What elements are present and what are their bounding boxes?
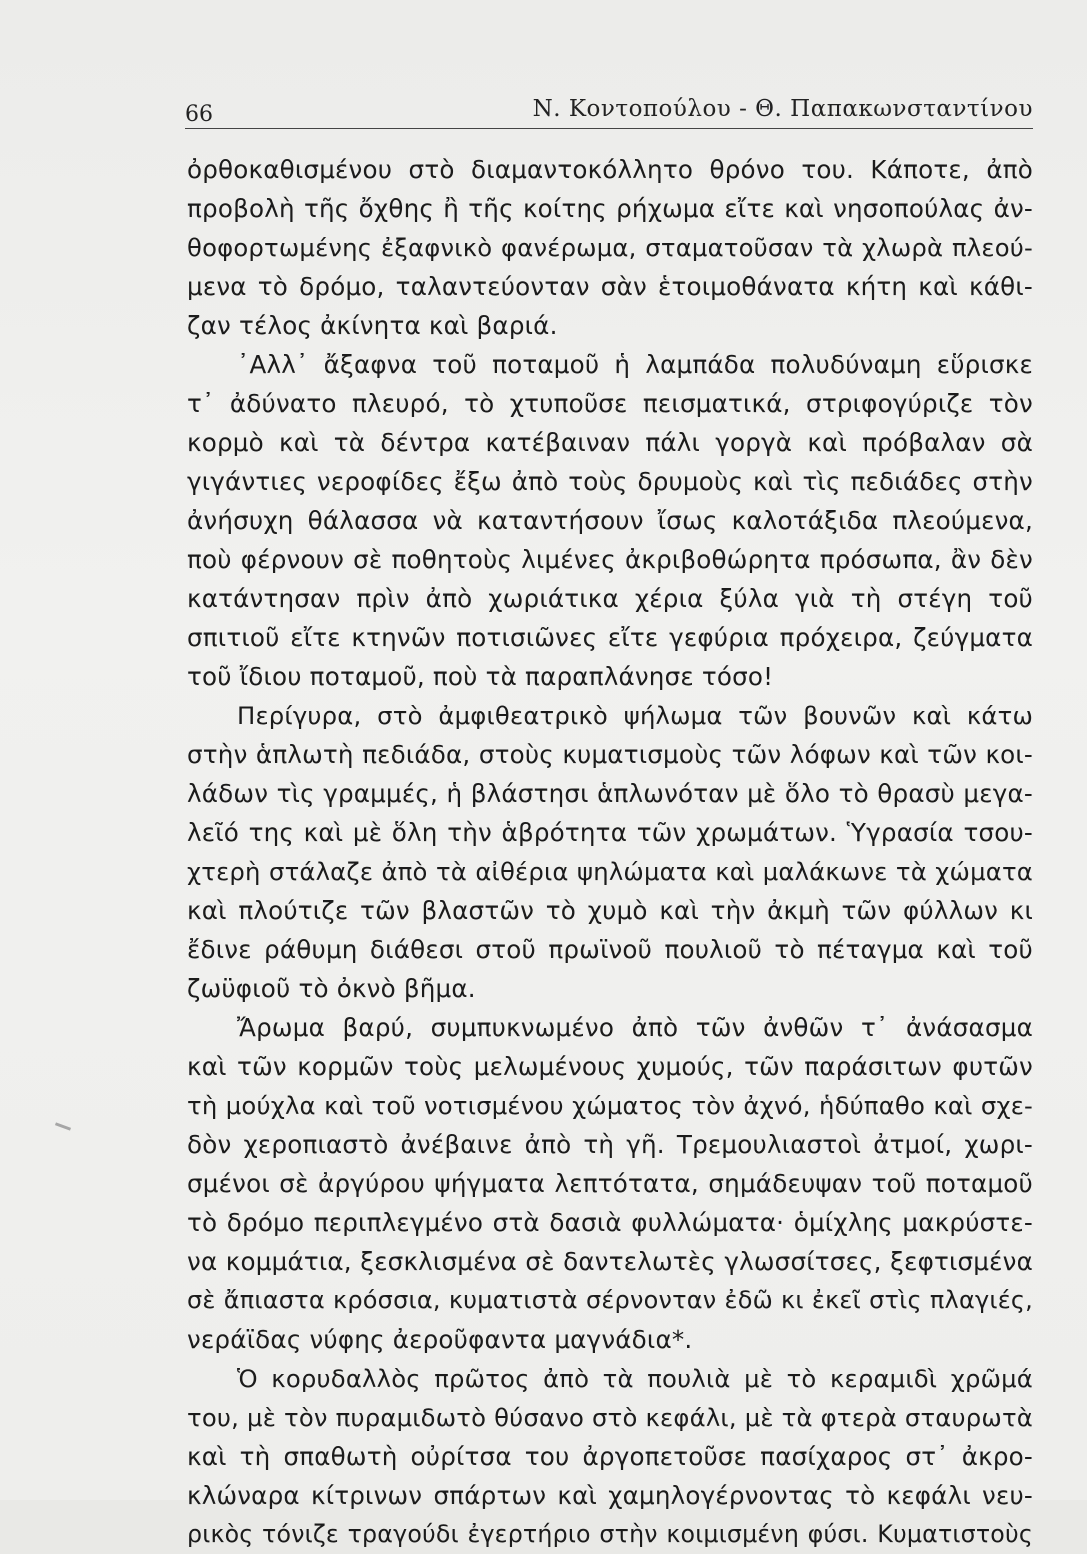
scan-speck	[55, 1122, 71, 1130]
text-line: Περίγυρα, στὸ ἀμφιθεατρικὸ ψήλωμα τῶν βουνῶν καὶ κάτω	[237, 701, 1033, 730]
text-line: κλώναρα κίτρινων σπάρτων καὶ χαμηλογέρνοντας τὸ κεφάλι νευ-	[187, 1481, 1033, 1510]
text-line: τ᾿ ἀδύνατο πλευρό, τὸ χτυποῦσε πεισματικά, στριφογύριζε τὸν	[187, 389, 1033, 418]
text-line: ἔδινε ράθυμη διάθεσι στοῦ πρωϊνοῦ πουλιοῦ τὸ πέταγμα καὶ τοῦ	[187, 935, 1033, 964]
text-line: θοφορτωμένης ἐξαφνικὸ φανέρωμα, σταματοῦσαν τὰ χλωρὰ πλεού-	[187, 233, 1033, 262]
text-line: λάδων τὶς γραμμές, ἡ βλάστησι ἁπλωνόταν μὲ ὅλο τὸ θρασὺ μεγα-	[187, 779, 1033, 808]
text-line: τὴ μούχλα καὶ τοῦ νοτισμένου χώματος τὸν ἀχνό, ἡδύπαθο καὶ σχε-	[187, 1091, 1033, 1120]
text-line: σὲ ἄπιαστα κρόσσια, κυματιστὰ σέρνονταν ἐδῶ κι ἐκεῖ στὶς πλαγιές,	[187, 1286, 1033, 1314]
text-line: στὴν ἁπλωτὴ πεδιάδα, στοὺς κυματισμοὺς τῶν λόφων καὶ τῶν κοι-	[187, 740, 1033, 769]
text-line: ὀρθοκαθισμένου στὸ διαμαντοκόλλητο θρόνο του. Κάποτε, ἀπὸ	[187, 155, 1033, 184]
text-line: Ἄρωμα βαρύ, συμπυκνωμένο ἀπὸ τῶν ἀνθῶν τ᾿ ἀνάσασμα	[237, 1013, 1033, 1042]
body-text	[187, 150, 1033, 1554]
text-line: τοῦ ἴδιου ποταμοῦ, ποὺ τὰ παραπλάνησε τόσο!	[187, 662, 774, 691]
text-line: γιγάντιες νεροφίδες ἔξω ἀπὸ τοὺς δρυμοὺς καὶ τὶς πεδιάδες στὴν	[187, 467, 1033, 496]
text-line: καὶ πλούτιζε τῶν βλαστῶν τὸ χυμὸ καὶ τὴν ἀκμὴ τῶν φύλλων κι	[187, 896, 1033, 925]
running-title: Ν. Κοντοπούλου - Θ. Παπακωνσταντίνου	[532, 96, 1033, 122]
text-line: Ὁ κορυδαλλὸς πρῶτος ἀπὸ τὰ πουλιὰ μὲ τὸ κεραμιδὶ χρῶμά	[237, 1364, 1033, 1393]
text-line: λεῖό της καὶ μὲ ὅλη τὴν ἁβρότητα τῶν χρωμάτων. Ὑγρασία τσου-	[187, 818, 1033, 847]
text-line: να κομμάτια, ξεσκλισμένα σὲ δαντελωτὲς γλωσσίτσες, ξεφτισμένα	[187, 1247, 1033, 1276]
text-line: ρικὸς τόνιζε τραγούδι ἐγερτήριο στὴν κοιμισμένη φύσι. Κυματιστοὺς	[187, 1520, 1033, 1548]
text-line: ἀνήσυχη θάλασσα νὰ καταντήσουν ἴσως καλοτάξιδα πλεούμενα,	[187, 506, 1033, 535]
text-line: μενα τὸ δρόμο, ταλαντεύονταν σὰν ἑτοιμοθάνατα κήτη καὶ κάθι-	[187, 272, 1033, 301]
text-line: ζωϋφιοῦ τὸ ὀκνὸ βῆμα.	[187, 974, 476, 1003]
text-line: κατάντησαν πρὶν ἀπὸ χωριάτικα χέρια ξύλα γιὰ τὴ στέγη τοῦ	[187, 584, 1033, 613]
text-line: καὶ τῶν κορμῶν τοὺς μελωμένους χυμούς, τῶν παράσιτων φυτῶν	[187, 1052, 1033, 1081]
text-line: σμένοι σὲ ἀργύρου ψήγματα λεπτότατα, σημάδευψαν τοῦ ποταμοῦ	[187, 1169, 1033, 1198]
text-line: κορμὸ καὶ τὰ δέντρα κατέβαιναν πάλι γοργὰ καὶ πρόβαλαν σὰ	[187, 428, 1033, 457]
text-line: νεράϊδας νύφης ἀεροῦφαντα μαγνάδια*.	[187, 1325, 693, 1354]
page-number: 66	[185, 102, 213, 127]
text-line: τὸ δρόμο περιπλεγμένο στὰ δασιὰ φυλλώματα· ὁμίχλης μακρύστε-	[187, 1208, 1033, 1237]
text-line: ᾿Αλλ᾿ ἄξαφνα τοῦ ποταμοῦ ἡ λαμπάδα πολυδύναμη εὕρισκε	[237, 350, 1033, 379]
running-header	[185, 92, 1033, 126]
text-line: ζαν τέλος ἀκίνητα καὶ βαριά.	[187, 311, 558, 340]
text-line: δὸν χεροπιαστὸ ἀνέβαινε ἀπὸ τὴ γῆ. Τρεμουλιαστοὶ ἀτμοί, χωρι-	[187, 1130, 1033, 1159]
text-line: καὶ τὴ σπαθωτὴ οὐρίτσα του ἀργοπετοῦσε πασίχαρος στ᾿ ἀκρο-	[187, 1442, 1033, 1471]
text-line: του, μὲ τὸν πυραμιδωτὸ θύσανο στὸ κεφάλι, μὲ τὰ φτερὰ σταυρωτὰ	[187, 1403, 1033, 1432]
text-line: σπιτιοῦ εἴτε κτηνῶν ποτισιῶνες εἴτε γεφύρια πρόχειρα, ζεύγματα	[187, 623, 1033, 652]
text-line: ποὺ φέρνουν σὲ ποθητοὺς λιμένες ἀκριβοθώρητα πρόσωπα, ἂν δὲν	[187, 545, 1033, 574]
text-line: προβολὴ τῆς ὄχθης ἢ τῆς κοίτης ρήχωμα εἴτε καὶ νησοπούλας ἀν-	[187, 194, 1033, 223]
header-rule	[185, 128, 1033, 129]
text-line: χτερὴ στάλαζε ἀπὸ τὰ αἰθέρια ψηλώματα καὶ μαλάκωνε τὰ χώματα	[187, 857, 1033, 886]
